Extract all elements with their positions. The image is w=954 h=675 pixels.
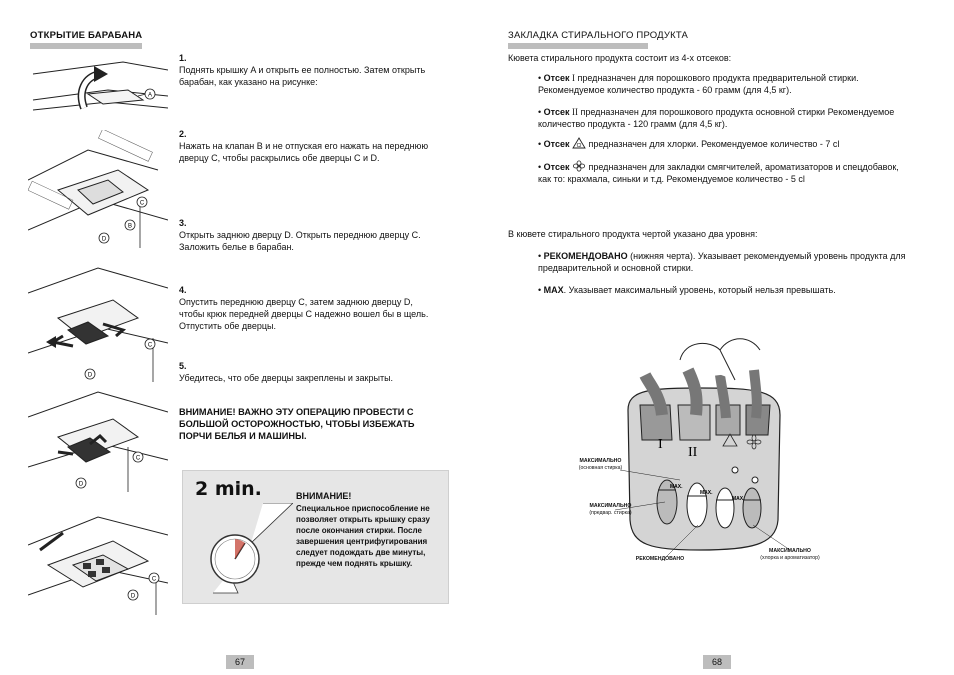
- step-1-text: Поднять крышку A и открыть ее полностью. Затем открыть барабан, как указано на рисунке:: [179, 65, 426, 87]
- svg-text:C: C: [151, 576, 157, 583]
- step-1: [179, 52, 439, 88]
- compartment-1-label: Отсек: [543, 73, 570, 83]
- level-max: • MAX. Указывает максимальный уровень, который нельзя превышать.: [538, 285, 836, 295]
- diagram-roman-1: I: [658, 437, 663, 452]
- step-2: [179, 128, 439, 164]
- step-3-number: 3.: [179, 218, 187, 228]
- step-5-text: Убедитесь, что обе дверцы закреплены и закрыты.: [179, 373, 394, 383]
- compartment-2-symbol: II: [571, 107, 578, 117]
- svg-text:Cl: Cl: [576, 143, 582, 149]
- diagram-roman-2: II: [688, 445, 698, 460]
- compartment-1: • Отсек I предназначен для порошкового продукта предварительной стирки. Рекомендуемое количество продукта - 60 грамм (для 4,5 кг).: [538, 73, 859, 95]
- levels-intro-text: В кювете стирального продукта чертой указано два уровня:: [508, 229, 758, 239]
- label-max-pre: МАКСИМАЛЬНО (предвар. стирка): [589, 503, 632, 516]
- step-2-number: 2.: [179, 129, 187, 139]
- compartment-2-text: предназначен для порошкового продукта основной стирки Рекомендуемое количество продукта - 120 грамм (для 4,5 кг).: [538, 107, 895, 129]
- label-d: D: [101, 236, 107, 243]
- compartment-4-text: предназначен для закладки смягчителей, ароматизаторов и спецдобавок, как то: крахмала, синьки и т.д. Рекомендуемое количество - 5 cl: [538, 162, 899, 184]
- compartment-2-label: Отсек: [543, 107, 570, 117]
- left-page-title: ОТКРЫТИЕ БАРАБАНА: [30, 30, 143, 41]
- step-3-text: Открыть заднюю дверцу D. Открыть переднюю дверцу C. Заложить белье в барабан.: [179, 230, 421, 252]
- label-max-main: МАКСИМАЛЬНО (основная стирка): [578, 458, 623, 471]
- left-title-underline: [30, 43, 142, 49]
- label-recommended: РЕКОМЕНДОВАНО: [635, 556, 685, 562]
- watch-icon: [193, 503, 293, 598]
- compartment-4-label: Отсек: [543, 162, 570, 172]
- step-4-number: 4.: [179, 285, 187, 295]
- label-b: B: [127, 223, 133, 230]
- step-1-number: 1.: [179, 53, 187, 63]
- timer-label: 2 min.: [195, 478, 262, 500]
- box-warning-title: ВНИМАНИЕ!: [296, 491, 352, 501]
- timer-warning-box: [182, 470, 449, 604]
- diagram-max-1: MAX.: [670, 484, 683, 490]
- diagram-max-3: MAX.: [732, 496, 745, 502]
- svg-text:C: C: [147, 342, 153, 349]
- illustration-close-doors: [28, 382, 168, 494]
- box-warning-text: Специальное приспособление не позволяет открыть крышку сразу после окончания стирки. После завершения центрифугирования следует подождать две минуты, прежде чем поднять крышку.: [296, 504, 430, 568]
- compartment-3-label: Отсек: [543, 139, 570, 149]
- detergent-drawer-diagram: [570, 330, 830, 570]
- level-recommended-text: (нижняя черта). Указывает рекомендуемый уровень продукта для предварительной и основной стирки.: [538, 251, 906, 273]
- compartment-2: • Отсек II предназначен для порошкового продукта основной стирки Рекомендуемое количество продукта - 120 грамм (для 4,5 кг).: [538, 107, 895, 129]
- step-3: [179, 217, 439, 253]
- right-title-underline: [508, 43, 648, 49]
- svg-text:C: C: [135, 455, 141, 462]
- step-4: [179, 284, 439, 332]
- compartment-4: • Отсек предназначен для закладки смягчителей, ароматизаторов и спецдобавок, как то: крахмала, синьки и т.д. Рекомендуемое количество - 5 cl: [538, 162, 899, 184]
- compartment-1-text: предназначен для порошкового продукта предварительной стирки. Рекомендуемое количество продукта - 60 грамм (для 4,5 кг).: [538, 73, 859, 95]
- label-max-soft: МАКСИМАЛЬНО (хлорка и ароматизатор): [760, 548, 820, 561]
- step-5: [179, 360, 439, 384]
- right-page-title: ЗАКЛАДКА СТИРАЛЬНОГО ПРОДУКТА: [508, 30, 689, 41]
- level-max-label: MAX: [543, 285, 564, 295]
- illustration-open-lid: [28, 52, 168, 124]
- label-c: C: [139, 200, 145, 207]
- illustration-doors-closed: [28, 505, 168, 617]
- compartment-3: • Отсек Cl предназначен для хлорки. Рекомендуемое количество - 7 cl: [538, 139, 840, 149]
- illustration-open-doors: [28, 258, 168, 383]
- warning-text: ВНИМАНИЕ! ВАЖНО ЭТУ ОПЕРАЦИЮ ПРОВЕСТИ С БОЛЬШОЙ ОСТОРОЖНОСТЬЮ, ЧТОБЫ ИЗБЕЖАТЬ ПОРЧИ БЕЛЬЯ И МАШИНЫ.: [179, 407, 415, 441]
- step-4-text: Опустить переднюю дверцу C, затем заднюю дверцу D, чтобы крюк передней дверцы C надежно вошел бы в щель. Отпустить обе дверцы.: [179, 297, 429, 331]
- flower-icon: [572, 160, 586, 172]
- illustration-press-valve: [28, 130, 168, 250]
- compartment-1-symbol: I: [571, 73, 575, 83]
- label-a: A: [147, 92, 153, 99]
- svg-text:D: D: [130, 593, 136, 600]
- intro-text: Кювета стирального продукта состоит из 4-х отсеков:: [508, 53, 732, 63]
- svg-text:D: D: [78, 481, 84, 488]
- level-recommended: • РЕКОМЕНДОВАНО (нижняя черта). Указывает рекомендуемый уровень продукта для предварительной и основной стирки.: [538, 251, 906, 273]
- page-number-left: 67: [226, 655, 254, 669]
- step-5-number: 5.: [179, 361, 187, 371]
- level-recommended-label: РЕКОМЕНДОВАНО: [543, 251, 628, 261]
- step-2-text: Нажать на клапан B и не отпуская его нажать на переднюю дверцу C, чтобы раскрылись обе дверцы C и D.: [179, 141, 429, 163]
- diagram-max-2: MAX.: [700, 490, 713, 496]
- compartment-3-text: предназначен для хлорки. Рекомендуемое количество - 7 cl: [588, 139, 840, 149]
- page-number-right: 68: [703, 655, 731, 669]
- svg-text:D: D: [87, 372, 93, 379]
- bleach-icon: [572, 137, 586, 149]
- level-max-text: . Указывает максимальный уровень, который нельзя превышать.: [563, 285, 836, 295]
